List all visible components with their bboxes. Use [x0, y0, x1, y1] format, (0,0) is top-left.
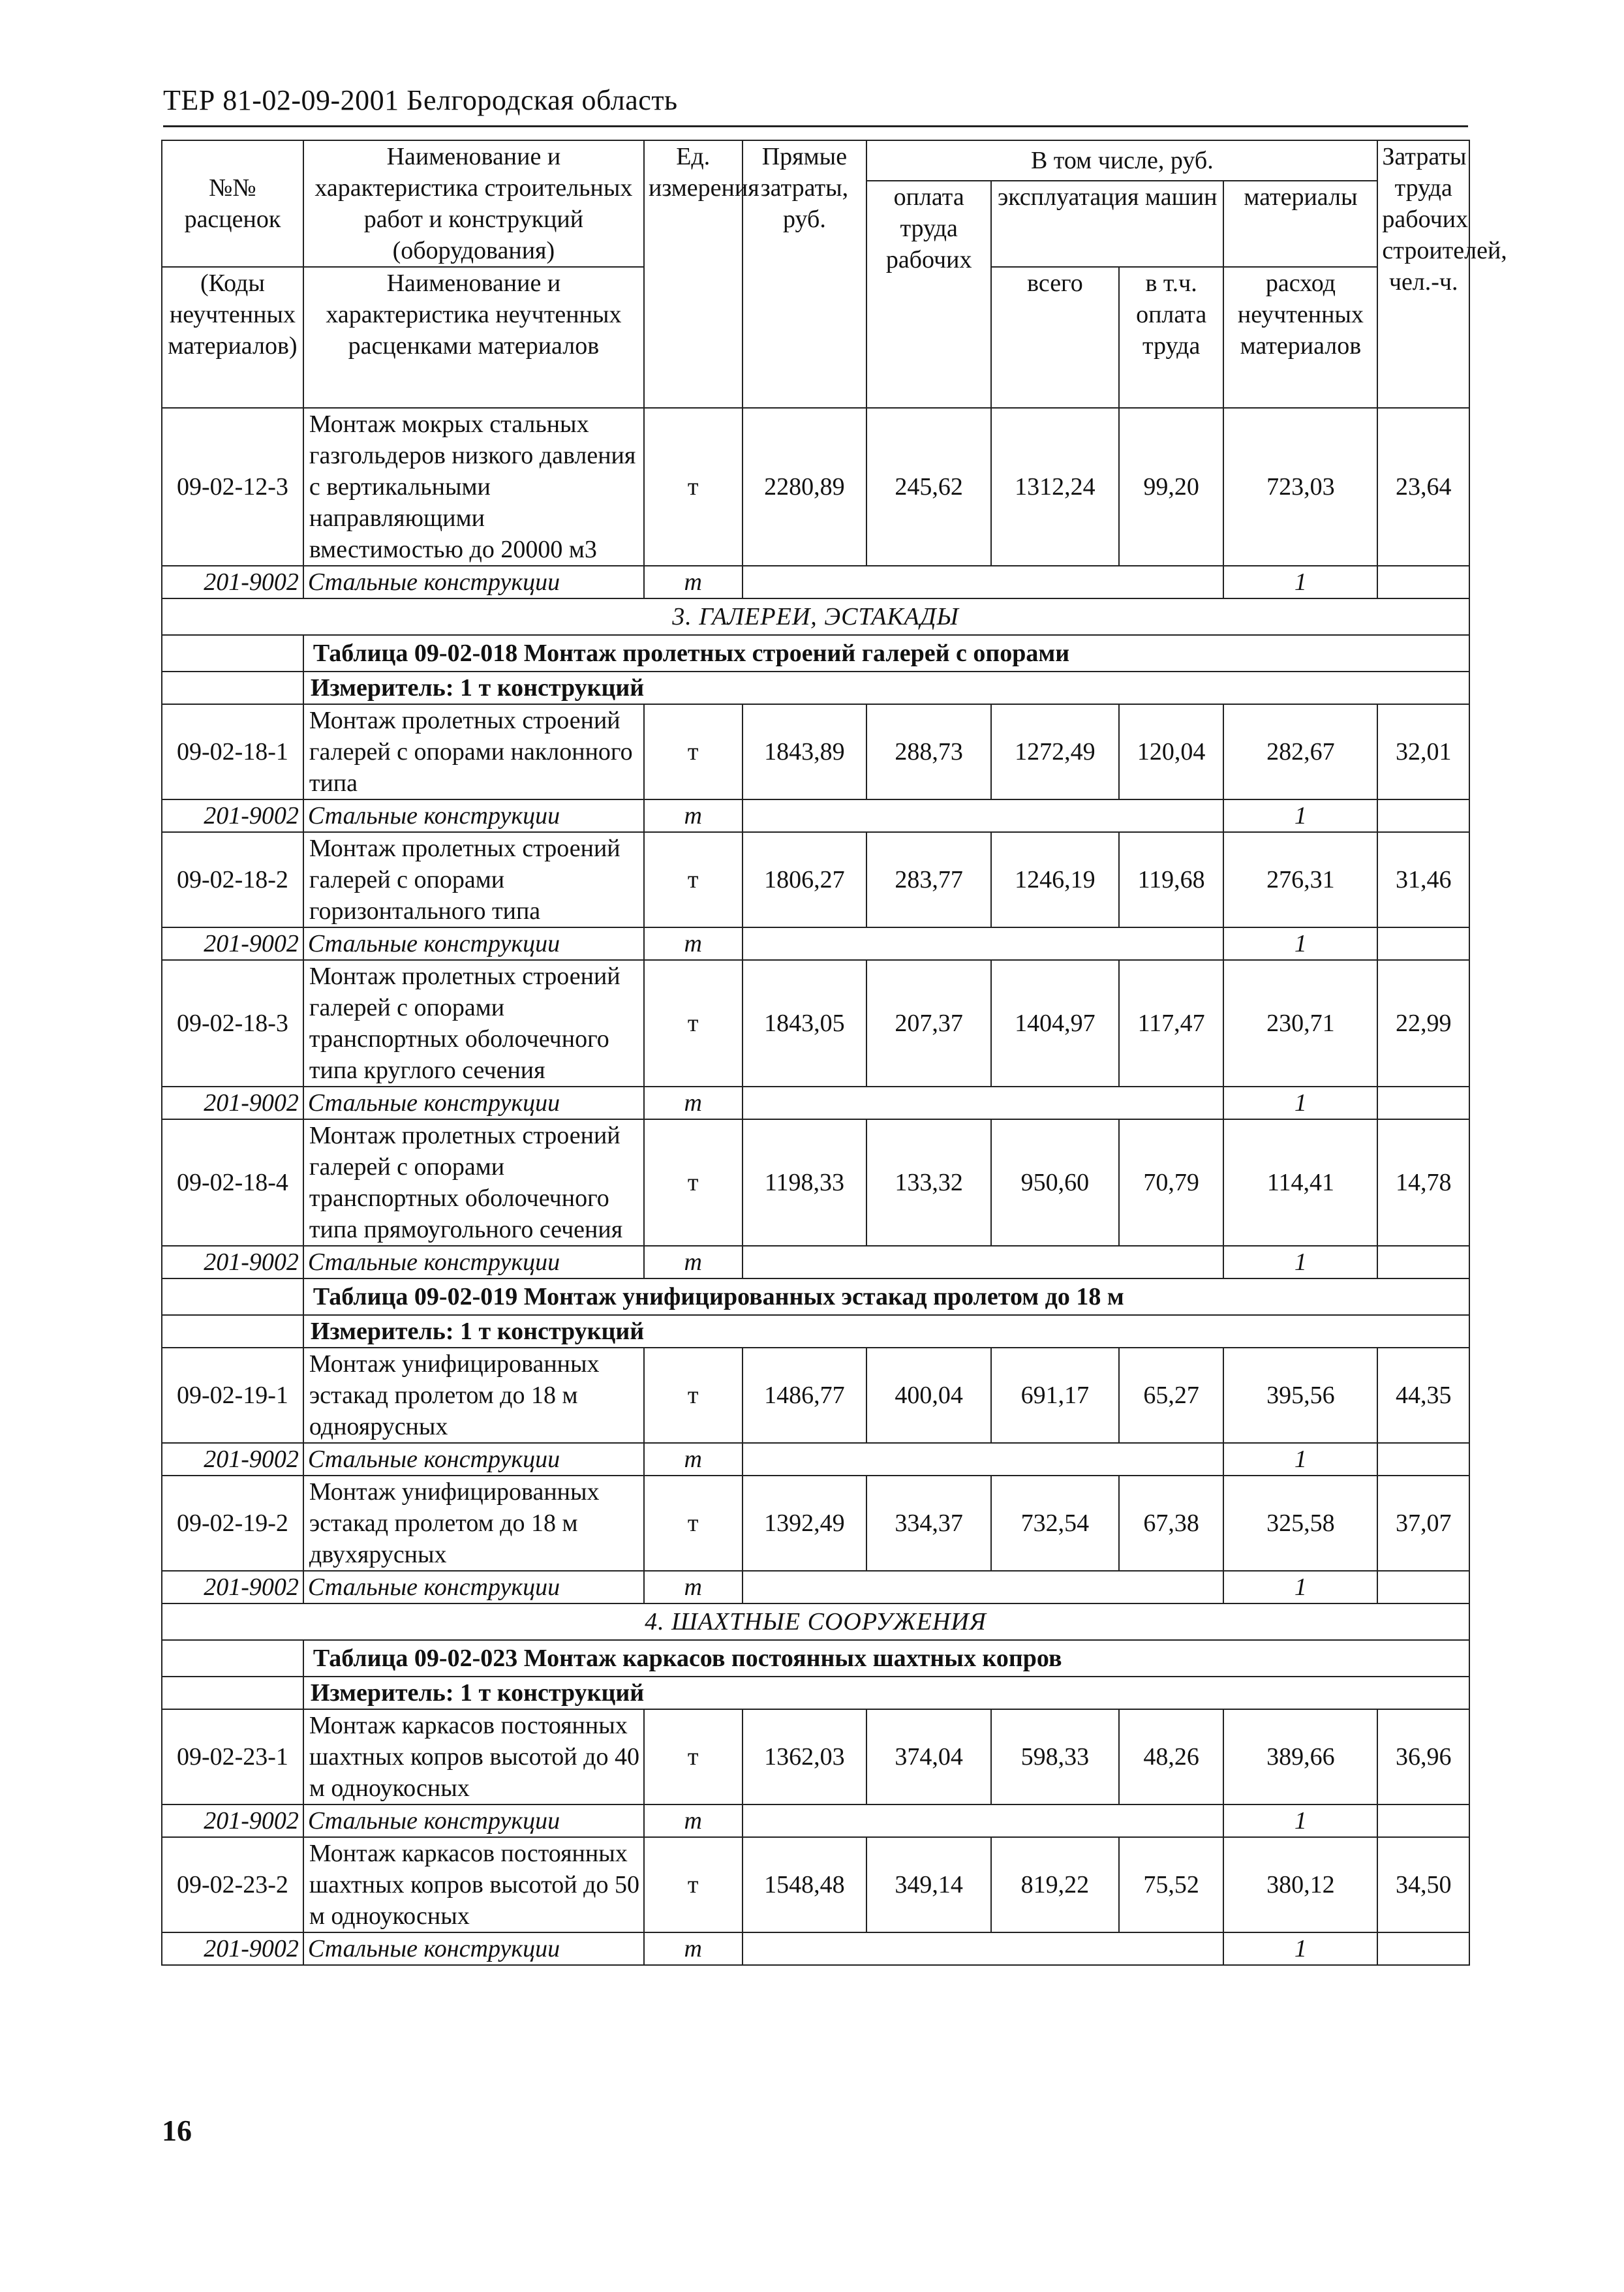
rate-code: 09-02-19-2 — [162, 1476, 303, 1571]
col-code-bottom: (Коды неучтенных материалов) — [162, 267, 303, 408]
rate-labor-hours: 44,35 — [1377, 1348, 1469, 1443]
material-name: Стальные конструкции — [303, 1804, 644, 1837]
empty-cell — [1377, 1932, 1469, 1965]
empty-cell — [162, 672, 303, 704]
material-quantity: 1 — [1223, 1443, 1377, 1476]
rate-row — [162, 832, 1469, 927]
material-name: Стальные конструкции — [303, 1443, 644, 1476]
material-row — [162, 1443, 1469, 1476]
material-quantity: 1 — [1223, 566, 1377, 598]
empty-cell — [162, 1315, 303, 1348]
rate-machines-labor: 70,79 — [1119, 1119, 1224, 1246]
material-unit: т — [644, 1443, 743, 1476]
material-code: 201-9002 — [162, 1443, 303, 1476]
rate-labor-hours: 32,01 — [1377, 704, 1469, 799]
rate-labor-hours: 23,64 — [1377, 408, 1469, 566]
material-row — [162, 1932, 1469, 1965]
empty-cell — [162, 1677, 303, 1709]
rate-labor: 374,04 — [866, 1709, 991, 1804]
rate-unit: т — [644, 832, 743, 927]
material-quantity: 1 — [1223, 1571, 1377, 1603]
rate-materials: 723,03 — [1223, 408, 1377, 566]
rate-labor: 245,62 — [866, 408, 991, 566]
rate-unit: т — [644, 704, 743, 799]
material-unit: т — [644, 799, 743, 832]
section-title: 4. ШАХТНЫЕ СООРУЖЕНИЯ — [162, 1603, 1469, 1640]
rate-machines-labor: 99,20 — [1119, 408, 1224, 566]
meter-label: Измеритель: 1 т конструкций — [303, 672, 1469, 704]
material-unit: т — [644, 1246, 743, 1278]
col-code-top: №№ расценок — [162, 140, 303, 267]
rate-materials: 276,31 — [1223, 832, 1377, 927]
material-row — [162, 927, 1469, 960]
rate-labor: 207,37 — [866, 960, 991, 1087]
rate-machines-labor: 119,68 — [1119, 832, 1224, 927]
col-name-bottom: Наименование и характеристика неучтенных расценками материалов — [303, 267, 644, 408]
rate-materials: 230,71 — [1223, 960, 1377, 1087]
rate-labor: 288,73 — [866, 704, 991, 799]
material-name: Стальные конструкции — [303, 1087, 644, 1119]
rate-machines-labor: 117,47 — [1119, 960, 1224, 1087]
col-labor-cost: Затраты труда рабочих строителей, чел.-ч. — [1377, 140, 1469, 408]
rate-code: 09-02-18-1 — [162, 704, 303, 799]
rate-labor-hours: 22,99 — [1377, 960, 1469, 1087]
rate-machines: 598,33 — [991, 1709, 1119, 1804]
material-code: 201-9002 — [162, 1246, 303, 1278]
table-title: Таблица 09-02-018 Монтаж пролетных строений галерей с опорами — [303, 635, 1469, 672]
table-title-row — [162, 1640, 1469, 1677]
empty-cell — [743, 1804, 1224, 1837]
material-unit: т — [644, 1571, 743, 1603]
rate-materials: 114,41 — [1223, 1119, 1377, 1246]
rate-name: Монтаж унифицированных эстакад пролетом до 18 м двухярусных — [303, 1476, 644, 1571]
meter-row — [162, 672, 1469, 704]
rate-labor-hours: 37,07 — [1377, 1476, 1469, 1571]
rate-direct: 1362,03 — [743, 1709, 867, 1804]
material-code: 201-9002 — [162, 927, 303, 960]
material-name: Стальные конструкции — [303, 1932, 644, 1965]
table-title: Таблица 09-02-023 Монтаж каркасов постоянных шахтных копров — [303, 1640, 1469, 1677]
rate-code: 09-02-18-3 — [162, 960, 303, 1087]
material-unit: т — [644, 1804, 743, 1837]
material-code: 201-9002 — [162, 1571, 303, 1603]
empty-cell — [743, 799, 1224, 832]
rate-machines: 732,54 — [991, 1476, 1119, 1571]
section-row — [162, 1603, 1469, 1640]
rate-code: 09-02-23-2 — [162, 1837, 303, 1932]
material-unit: т — [644, 1932, 743, 1965]
col-machines-total: всего — [991, 267, 1119, 408]
material-quantity: 1 — [1223, 1246, 1377, 1278]
material-quantity: 1 — [1223, 1932, 1377, 1965]
rate-name: Монтаж пролетных строений галерей с опорами наклонного типа — [303, 704, 644, 799]
rate-direct: 1486,77 — [743, 1348, 867, 1443]
material-code: 201-9002 — [162, 799, 303, 832]
material-name: Стальные конструкции — [303, 1246, 644, 1278]
empty-cell — [743, 566, 1224, 598]
meter-label: Измеритель: 1 т конструкций — [303, 1315, 1469, 1348]
page-number: 16 — [162, 2114, 192, 2147]
material-row — [162, 1571, 1469, 1603]
material-name: Стальные конструкции — [303, 1571, 644, 1603]
rate-machines-labor: 75,52 — [1119, 1837, 1224, 1932]
rate-name: Монтаж пролетных строений галерей с опорами горизонтального типа — [303, 832, 644, 927]
table-title: Таблица 09-02-019 Монтаж унифицированных эстакад пролетом до 18 м — [303, 1278, 1469, 1315]
material-name: Стальные конструкции — [303, 927, 644, 960]
rate-labor-hours: 34,50 — [1377, 1837, 1469, 1932]
rate-code: 09-02-12-3 — [162, 408, 303, 566]
rate-row — [162, 1476, 1469, 1571]
material-row — [162, 566, 1469, 598]
rate-materials: 389,66 — [1223, 1709, 1377, 1804]
empty-cell — [743, 1087, 1224, 1119]
rate-name: Монтаж пролетных строений галерей с опорами транспортных оболочечного типа круглого сечения — [303, 960, 644, 1087]
material-unit: т — [644, 566, 743, 598]
rate-materials: 395,56 — [1223, 1348, 1377, 1443]
table-title-row — [162, 1278, 1469, 1315]
empty-cell — [743, 1932, 1224, 1965]
rate-materials: 282,67 — [1223, 704, 1377, 799]
material-code: 201-9002 — [162, 566, 303, 598]
rate-machines: 819,22 — [991, 1837, 1119, 1932]
rate-direct: 2280,89 — [743, 408, 867, 566]
material-quantity: 1 — [1223, 1087, 1377, 1119]
empty-cell — [162, 1640, 303, 1677]
rate-machines: 1404,97 — [991, 960, 1119, 1087]
rate-labor: 400,04 — [866, 1348, 991, 1443]
material-unit: т — [644, 927, 743, 960]
rate-labor-hours: 36,96 — [1377, 1709, 1469, 1804]
empty-cell — [1377, 1571, 1469, 1603]
rate-name: Монтаж мокрых стальных газгольдеров низкого давления с вертикальными направляющими вместимостью до 20000 м3 — [303, 408, 644, 566]
rate-direct: 1198,33 — [743, 1119, 867, 1246]
rate-row — [162, 960, 1469, 1087]
meter-row — [162, 1677, 1469, 1709]
material-code: 201-9002 — [162, 1932, 303, 1965]
empty-cell — [743, 1443, 1224, 1476]
rate-labor-hours: 14,78 — [1377, 1119, 1469, 1246]
rate-name: Монтаж унифицированных эстакад пролетом до 18 м одноярусных — [303, 1348, 644, 1443]
empty-cell — [162, 1278, 303, 1315]
rate-unit: т — [644, 1119, 743, 1246]
section-title: 3. ГАЛЕРЕИ, ЭСТАКАДЫ — [162, 598, 1469, 635]
rate-machines: 1272,49 — [991, 704, 1119, 799]
section-row — [162, 598, 1469, 635]
rate-machines-labor: 67,38 — [1119, 1476, 1224, 1571]
rate-materials: 325,58 — [1223, 1476, 1377, 1571]
rate-direct: 1843,05 — [743, 960, 867, 1087]
meter-label: Измеритель: 1 т конструкций — [303, 1677, 1469, 1709]
material-row — [162, 1246, 1469, 1278]
rate-unit: т — [644, 408, 743, 566]
rate-unit: т — [644, 1709, 743, 1804]
rate-direct: 1806,27 — [743, 832, 867, 927]
material-row — [162, 1804, 1469, 1837]
rate-row — [162, 704, 1469, 799]
rates-table — [161, 140, 1507, 1966]
empty-cell — [1377, 927, 1469, 960]
rate-machines: 1312,24 — [991, 408, 1119, 566]
rate-name: Монтаж пролетных строений галерей с опорами транспортных оболочечного типа прямоугольного сечения — [303, 1119, 644, 1246]
material-name: Стальные конструкции — [303, 799, 644, 832]
col-machines-labor: в т.ч. оплата труда — [1119, 267, 1224, 408]
empty-cell — [1377, 799, 1469, 832]
material-row — [162, 799, 1469, 832]
material-quantity: 1 — [1223, 799, 1377, 832]
rate-unit: т — [644, 960, 743, 1087]
material-unit: т — [644, 1087, 743, 1119]
material-quantity: 1 — [1223, 1804, 1377, 1837]
col-labor-pay: оплата труда рабочих — [866, 181, 991, 408]
material-name: Стальные конструкции — [303, 566, 644, 598]
page-title: ТЕР 81-02-09-2001 Белгородская область — [163, 84, 678, 116]
rate-labor: 283,77 — [866, 832, 991, 927]
rate-code: 09-02-18-4 — [162, 1119, 303, 1246]
rate-row — [162, 1837, 1469, 1932]
rate-labor-hours: 31,46 — [1377, 832, 1469, 927]
rate-unit: т — [644, 1476, 743, 1571]
rate-code: 09-02-23-1 — [162, 1709, 303, 1804]
rate-name: Монтаж каркасов постоянных шахтных копров высотой до 50 м одноукосных — [303, 1837, 644, 1932]
table-title-row — [162, 635, 1469, 672]
rate-row — [162, 1348, 1469, 1443]
empty-cell — [1377, 1443, 1469, 1476]
meter-row — [162, 1315, 1469, 1348]
empty-cell — [1377, 1804, 1469, 1837]
empty-cell — [1377, 1087, 1469, 1119]
rate-materials: 380,12 — [1223, 1837, 1377, 1932]
material-quantity: 1 — [1223, 927, 1377, 960]
rate-labor: 334,37 — [866, 1476, 991, 1571]
empty-cell — [1377, 566, 1469, 598]
rate-unit: т — [644, 1837, 743, 1932]
rate-code: 09-02-18-2 — [162, 832, 303, 927]
rate-direct: 1548,48 — [743, 1837, 867, 1932]
rate-unit: т — [644, 1348, 743, 1443]
rate-machines: 950,60 — [991, 1119, 1119, 1246]
material-code: 201-9002 — [162, 1804, 303, 1837]
rate-machines: 691,17 — [991, 1348, 1119, 1443]
col-materials-unaccounted: расход неучтенных материалов — [1223, 267, 1377, 408]
rate-machines-labor: 120,04 — [1119, 704, 1224, 799]
empty-cell — [743, 927, 1224, 960]
empty-cell — [743, 1571, 1224, 1603]
rate-machines-labor: 65,27 — [1119, 1348, 1224, 1443]
header-divider — [163, 125, 1468, 127]
material-code: 201-9002 — [162, 1087, 303, 1119]
col-machines: эксплуатация машин — [991, 181, 1223, 267]
col-direct: Прямые затраты, руб. — [743, 140, 867, 408]
material-row — [162, 1087, 1469, 1119]
rate-machines-labor: 48,26 — [1119, 1709, 1224, 1804]
empty-cell — [743, 1246, 1224, 1278]
rate-row — [162, 1709, 1469, 1804]
rate-direct: 1392,49 — [743, 1476, 867, 1571]
col-unit: Ед. измерения — [644, 140, 743, 408]
empty-cell — [162, 635, 303, 672]
rate-labor: 133,32 — [866, 1119, 991, 1246]
rate-code: 09-02-19-1 — [162, 1348, 303, 1443]
empty-cell — [1377, 1246, 1469, 1278]
rate-machines: 1246,19 — [991, 832, 1119, 927]
rate-direct: 1843,89 — [743, 704, 867, 799]
col-name-top: Наименование и характеристика строительных работ и конструкций (оборудования) — [303, 140, 644, 267]
col-materials: материалы — [1223, 181, 1377, 267]
rate-name: Монтаж каркасов постоянных шахтных копров высотой до 40 м одноукосных — [303, 1709, 644, 1804]
col-incl: В том числе, руб. — [866, 140, 1377, 181]
rate-row — [162, 1119, 1469, 1246]
rate-row — [162, 408, 1469, 566]
rate-labor: 349,14 — [866, 1837, 991, 1932]
